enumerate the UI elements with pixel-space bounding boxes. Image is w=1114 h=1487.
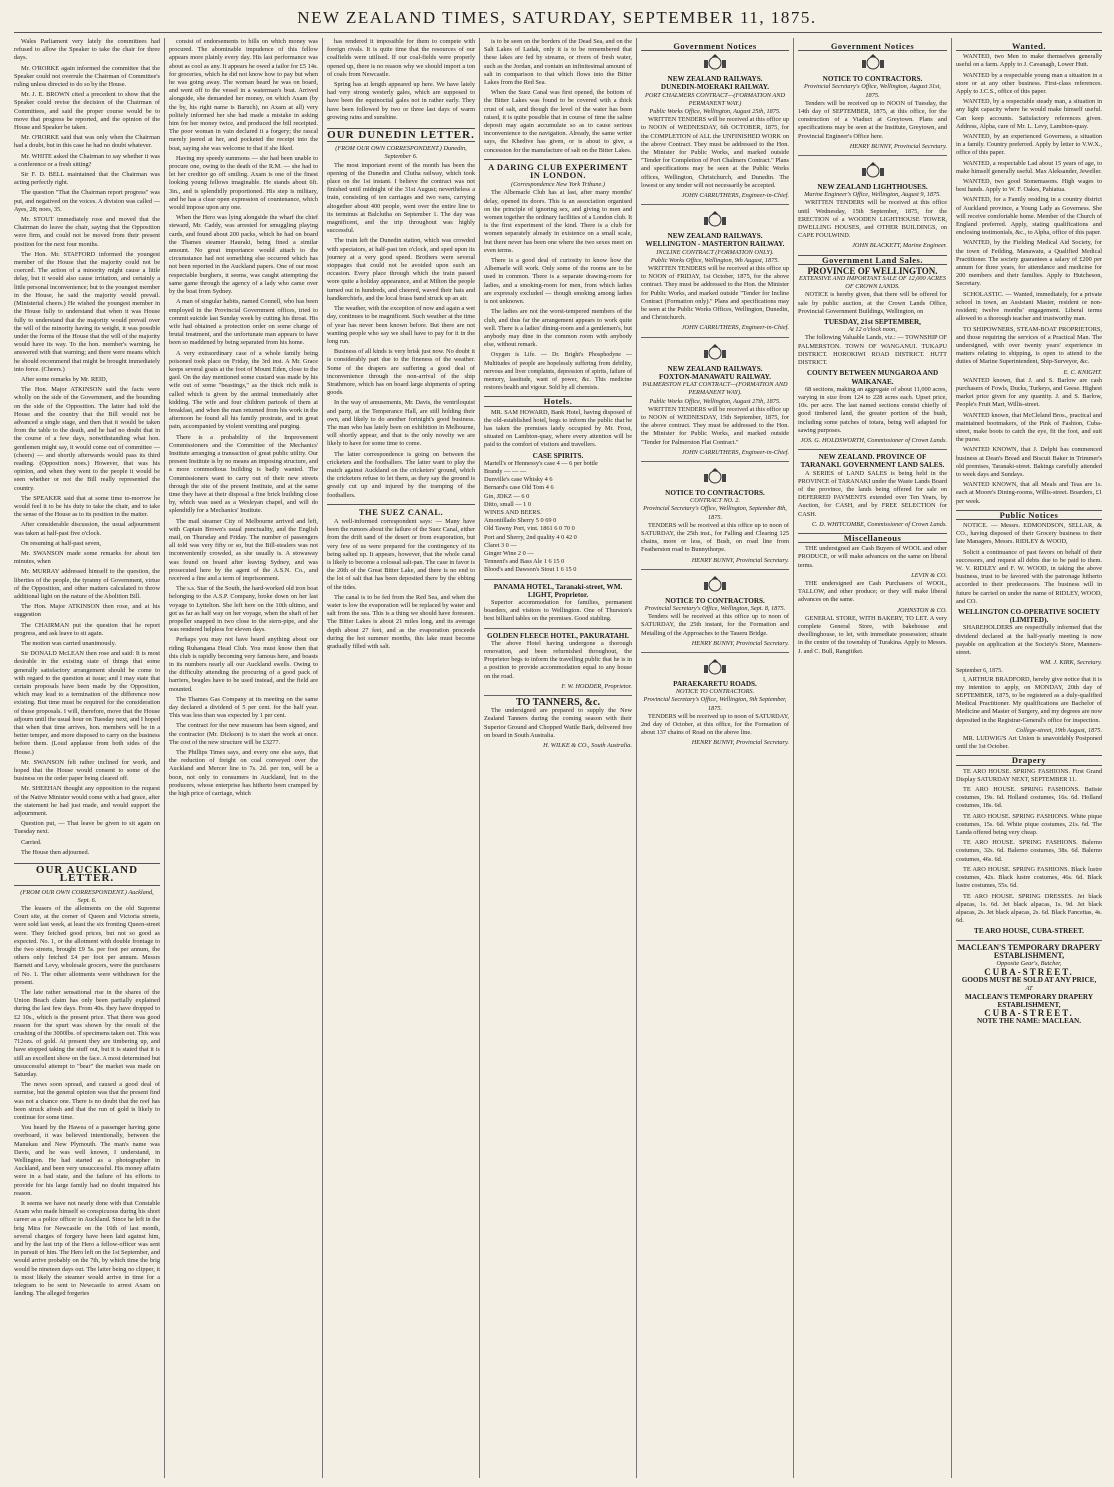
article-paragraph: Perhaps you may not have heard anything about our riding Ruhangana Head Club. You must know then that this club is rapidly becoming very famous here, and boasts in its numbers nearly all our Auckland swells. Owing to the difficulty attending the procuring of a good pack of harriers, beagles have to be used instead, and the field are mounted. [169,636,318,693]
classified-ad: WANTED, two Men to make themselves generally useful on a farm. Apply to J. Cavanagh, Lower Hutt. [956,53,1102,69]
price-row: WINES AND BEERS. [484,508,542,516]
notice-heading: NOTICE TO CONTRACTORS. [665,596,765,605]
column-divider [636,38,637,1478]
notice-place: Provincial Secretary's Office, Wellington, September 8th, 1875. [643,505,787,521]
ad-street: CUBA-STREET. [984,1008,1074,1019]
classified-ad: WANTED, for a Family residing in a country district of Auckland province, a Young Lady as Governess. She will receive comfortable home. Member of the Church of England preferred. Apply, stating qualifications and enclosing testimonials, &c., to Alpha, office of this paper. [956,196,1102,237]
drapery-ad: TE ARO HOUSE. SPRING FASHIONS. Batiste costumes, 19s. 6d. Holland costumes, 16s. 6d. Holland costumes, 18s. 6d. [956,786,1102,810]
signature: HENRY BUNNY, Provincial Secretary. [691,739,789,747]
crest-icon [641,576,789,594]
article-paragraph: The s.s. Star of the South, the hard-worked old iron boat belonging to the A.S.P. Company, broke down on her last voyage to Lyttelton. She left here on the 10th ultimo, and got as far as half way on her voyage, when the shaft of her propeller snapped in two close to the stern-pipe, and she was rendered helpless for eleven days. [169,585,318,634]
article-paragraph: Spring has at length appeared up here. We have lately had very strong westerly gales, which are supposed to have been the equinoctial gales not in rather early. They have been followed by two or three last days of warm growing rains and sunshine. [327,81,475,121]
column-suez-hotels [484,38,632,1478]
article-paragraph: The leasers of the allotments on the old Supreme Court site, at the corner of Queen and Victoria streets, were sold last week, at least the six fronting Queen-street were. They fetched good prices, but not so good as expected. No. 1, or the allotment with double frontage to the two streets, brought £9 5s. per foot per annum, the others only fetched £4 per foot per annum. Messrs Barnett and Levy, wholesale grocers, were the purchasers of No. 1. The other allotments were withdrawn for the present. [14,904,160,986]
price-row: Brandy — — — [484,467,527,475]
price-row: Amontillado Sherry 5 0 69 0 [484,517,557,525]
ad-body: GOODS MUST BE SOLD AT ANY PRICE, [961,976,1097,985]
article-paragraph: Sir F. D. BELL maintained that the Chairman was acting perfectly right. [14,171,160,187]
dateline: (FROM OUR OWN CORRESPONDENT.) Auckland, Sept. 6. [20,888,154,904]
notice-body: TENDERS will be received up to noon of SATURDAY, 2nd day of October, at this office, for the Formation of about 137 chains of Road on the above line. [641,712,789,737]
article-paragraph: Mr. SHEEHAN thought any opposition to the request of the Native Minister would come with a bad grace, after the statement he had just made, and would support the adjournment. [14,785,160,818]
article-paragraph: The Hon. Mr. STAFFORD informed the youngest member of the House that the majority could not be coerced. The action of a minority might cause a little delay, but it would also cause irritation, and certainly a little personal inconvenience; but to the youngest member in the House, he said the majority would prevail. (Ministerial cheers.) He wished the youngest member in the House fully to understand that when it was House fully to understand that the majority would prevail over the will of the minority having its weight, it was possible under the forms of the House that the will of the majority would have its way. To the hon. member's warning, he answered with that warning; and there were means which he should recommend that might be brought immediately into force. (Cheers.) [14,250,160,373]
notice-body: A SERIES of LAND SALES is being held in the PROVINCE of TARANAKI under the Waste Lands Board of the province, the lands being offered for sale on DEFERRED PAYMENTS extended over Ten Years, by Auction, for CASH, and by FREE SELECTION for CASH. [798,469,947,518]
signature: HENRY BUNNY, Provincial Secretary. [849,142,947,150]
article-paragraph: The Albemarle Club has at last, after many months' delay, opened its doors. This is an association organised on the principle of ignoring sex, and giving to men and women together the ordinary facilities of a London club. It is the first experiment of the kind. There is a club for women separately already in existence on a small scale, but there never has been one where the two sexes meet on even terms. [484,189,632,254]
notice-heading: NEW ZEALAND RAILWAYS. [667,364,763,373]
notice-place: Public Works Office, Wellington, 9th August, 1875. [650,256,780,264]
dateline: (Correspondence New York Tribune.) [511,181,605,189]
article-paragraph: Question put, — That leave be given to sit again on Tuesday next. [14,820,160,836]
drapery-ad: TE ARO HOUSE. SPRING FASHIONS. First Grand Display SATURDAY NEXT, SEPTEMBER 11. [956,767,1102,783]
signature: WM. J. KIRK, Secretary. [1039,659,1102,667]
column-auckland-cont [169,38,318,1478]
notice-subheading: CONTRACT NO. 2. [690,497,740,505]
hotel-ad: Superior accommodation for families, permanent boarders, and visitors to Wellington. One of Thurston's best billiard tables on the premises. Good stabling. [484,599,632,623]
drapery-ad: TE ARO HOUSE. SPRING DRESSES. Jet black alpacas, 1s. 6d. Jet black alpacas, 1s. 9d. Jet black alpacas, 2s. Jet black alpacas, 2s. 6d. Black Fancettas, 4s. 6d. [956,892,1102,925]
drapery-ad: TE ARO HOUSE. SPRING FASHIONS. Black lustre costumes, 42s. Black lustre costumes, 46s. 6d. Black lustre costumes, 55s. 6d. [956,865,1102,890]
price-row: Ditto, small — 1 0 [484,500,532,508]
signature: E. C. KNIGHT. [1063,368,1102,376]
article-paragraph: The canal is to be fed from the Red Sea, and when the water is low the evaporation will be replaced by water and salt from the sea. This is a thing we should have foreseen. The Bitter Lakes is about 21 miles long, and its average depth about 27 feet, and as the evaporation proceeds during the hot summer months, this lake must become gradually filled with salt. [327,593,475,651]
notice-subheading: DUNEDIN-MOERAKI RAILWAY. [660,83,770,92]
crest-icon [641,54,789,72]
article-paragraph: Mr. MURRAY addressed himself to the question, the liberties of the people, the tyranny of Government, virtue of the Opposition, and other matters calculated to throw additional light on the nature of the Abolition Bill. [14,568,160,600]
notice-heading: PROVINCE OF WELLINGTON. [807,265,938,276]
crest-icon [641,344,789,362]
hotel-ad: MR. SAM HOWARD, Bank Hotel, having disposed of the old-established hotel, begs to inform the public that he has taken the premises lately occupied by Mr. Frost, situated on Lambton-quay, where every attention will be paid to the comfort of visitors and travellers. [484,408,632,449]
price-row: Gin, JDKZ — 6 0 [484,492,530,500]
ad-body: AT [1025,984,1033,992]
section-heading: Government Land Sales. [798,255,947,265]
classified-ad: WANTED, by a respectable steady man, a situation in any light capacity where he would make himself useful. Can keep accounts. Satisfactory references given. Address, Alpha, care of Mr. L. Levy, Lambton-quay. [956,98,1102,130]
classified-ad: WANTED KNOWN, that all Meals and Teas are 1s. each at Moore's Dining-rooms, Willis-street. Boarders, £1 per week. [956,481,1102,505]
section-heading: Hotels. [484,396,632,406]
price-row: Claret 3 0 — [484,541,517,549]
article-paragraph: The ladies are not the worst-tempered members of the club, and thus far the arrangement appears to work quite well. There is a ladies' dining-room and a gentlemen's, but anybody may dine in the common room with anybody else, without remark. [484,308,632,349]
notice-body: TENDERS will be received at this office up to noon of SATURDAY, the 25th inst., for Falling and Clearing 125 chains, more or less, of Bush, on road line from Featherston road to Bunnythorpe. [641,521,789,554]
classified-ad: WANTED, two good Stonemasons. High wages to best hands. Apply to W. F. Oakes, Pahiatua. [956,178,1102,194]
notice-place: Public Works Office, Wellington, August 27th, 1875. [649,397,781,405]
article-paragraph: Mr. J. E. BROWN cited a precedent to show that the Speaker could revise the decision of the Chairman of Committees, and said the proper course would be to move that progress be reported, and the opinion of the House and Speaker be taken. [14,91,160,132]
price-row: Ginger Wine 2 0 — [484,549,534,557]
price-list-heading: CASE SPIRITS. [532,451,584,460]
price-row: Old Tawny Port, vint. 1861 6 0 70 0 [484,525,575,533]
price-list [484,460,632,575]
price-row: Tennent's and Bass Ale 1 6 15 0 [484,558,565,566]
signature: JOHN CARRUTHERS, Engineer-in-Chief. [681,448,789,456]
sale-time: At 12 o'clock noon, [848,326,897,334]
article-paragraph: Mr. SWANSON felt rather inclined for work, and hoped that the House would consent to some of the business on the order paper being cleared off. [14,758,160,783]
article-paragraph: The news soon spread, and caused a good deal of surmise, but the general opinion was that the present find was not a chance one. There is no doubt that the reef has been struck afresh and that the run of gold is likely to continue for some time. [14,1081,160,1121]
article-paragraph: The question "That the Chairman report progress" was put, and negatived on the voices. A division was called — Ayes, 28; noes, 35. [14,189,160,213]
classified-ad: WANTED KNOWN, that J. Delphi has commenced business at Dean's Bread and Biscuit Baker in Trimmer's old premises, Taranaki-street. Bakings carefully attended to week days and Sundays. [956,446,1102,478]
classified-ad: WANTED by a respectable young man a situation in a store or at any other business. First-class references. Apply to J.C.S., office of this paper. [956,71,1102,96]
notice-heading: NEW ZEALAND RAILWAYS. [667,75,763,84]
article-paragraph: It seems we have not nearly done with that Constable Axam who made himself so conspicuous during his short career as a police officer in Auckland. Since he left in the brig Mira for Newcastle on the 16th of last month, several charges of forgery have been laid against him, and by the last trip of the Hero a fellow-officer was sent in pursuit of him. The Hero left on the 1st September, and would arrive probably on the 7th, by which time the brig would be nineteen days out. The latter being no clipper, it is most likely the steamer would arrive in time for a telegram to be sent to Newcastle to arrest Axam on landing. The alleged forgeries [14,1200,160,1298]
notice-body: The following Valuable Lands, viz.: — TOWNSHIP OF PALMERSTON. TOWN OF WANGANUI. TUKAPU DISTRICT. HOROKIWI ROAD DISTRICT. HUTT DISTRICT. [798,334,947,367]
notice-body: WRITTEN TENDERS will be received at this office up to NOON of WEDNESDAY, 6th OCTOBER, 1875, for the COMPLETION of ALL the UNFINISHED WORK on the above Contract. They must be addressed to the Hon. the Minister for Public Works, and marked outside "Tender for Completion of Port Chalmers Contract." Plans and specifications may be seen at the Public Works offices, Wellington, Christchurch, and Dunedin. The lowest or any tender will not necessarily be accepted. [641,116,789,189]
signature: F. W. HODDER, Proprietor. [561,682,632,690]
classified-ad: WANTED, by an experienced Governess, a situation in a family. Country preferred. Apply by letter to V.W.X., office of this paper. [956,133,1102,157]
signature: C. D. WHITCOMBE, Commissioner of Crown Lands. [811,520,947,528]
article-paragraph: The late rather sensational rise in the shares of the Union Beach claim has only been partially explained during the last few days. From 40s. they have dropped to £2 10s., which is the present price. That there was good reason for the spurt was shown by the result of the crushing of the 3000lbs. of specimens taken out. This was 712ozs. of gold. At present they are timbering up, and have stopped taking the stuff out, but it is stated that it is still an excellent show on the face. A most determined but unsuccessful attempt to "bear" the market was made on Saturday. [14,988,160,1078]
notice-heading: NOTICE TO CONTRACTORS. [665,488,765,497]
ad-heading: TO TANNERS, &c. [516,697,600,709]
article-paragraph: Having my speedy summons — she had been unable to procure one, owing to the death of the R.M. — she had to let her creditor go off smiling. Axam is one of the finest looking young fellows imaginable. He stands about 6ft. 3in., and is splendidly proportioned. His step is military, and he has a clear open expression of countenance, which would impose upon any one. [169,154,318,212]
section-heading: A DARING CLUB EXPERIMENT IN LONDON. [484,159,632,179]
notice-place: Marine Engineer's Office, Wellington, August 9, 1875. [804,191,941,199]
notice-body: WRITTEN TENDERS will be received at this office up to NOON of WEDNESDAY, 15th September, 1875, for the above contract. They must be addressed to the Hon. the Minister for Public Works, and marked outside "Tender for Palmerston Flat Contract." [641,405,789,446]
article-paragraph: There is a probability of the Improvement Commissioners and the Committee of the Mechanics' Institute arranging a transaction of great public utility. Our present Institute is by no means an imposing structure, and a more commodious building is badly wanted. The Commissioners want to carry out of their new streets through the site of the present Institute, and at the same time they have at their disposal a fine brick building close by, which was used as a Wesleyan chapel, and will do splendidly for a Mechanics' Institute. [169,433,318,515]
article-paragraph: Wales Parliament very lately the committees had refused to allow the Speaker to take the chair for three days. [14,38,160,62]
price-row: Bernard's case Old Tom 4 6 [484,484,554,492]
drapery-ad: TE ARO HOUSE. SPRING FASHIONS. Balerno costumes, 32s. 6d. Balerno costumes, 38s. 6d. Balerno costumes, 46s. 6d. [956,839,1102,863]
notice-body: NOTICE is hereby given, that there will be offered for sale by public auction, at the Crown Lands Office, Provincial Government Buildings, Wellington, on [798,291,947,315]
masthead: NEW ZEALAND TIMES, SATURDAY, SEPTEMBER 11, 1875. [297,8,817,27]
notice-place: Provincial Secretary's Office, Wellington, August 31st, 1875. [804,83,941,99]
classified-ad: SCHOLASTIC. — Wanted, immediately, for a private school in town, an Assistant Master, resident or non-resident; twelve months' engagement. Liberal terms allowed to a thorough teacher and trustworthy man. [956,290,1102,323]
section-heading: Public Notices [956,510,1102,520]
notice-body: 68 sections, making an aggregate of about 11,000 acres, varying in size from 124 to 228 acres each. Upset price, 10s. per acre. The last named sections consist chiefly of good timbered land, the greater portion of the bush, including some patches of totara, being well adapted for sawing purposes. [798,385,947,434]
section-heading: OUR DUNEDIN LETTER. [327,129,475,142]
notice-subheading: PORT CHALMERS CONTRACT—(FORMATION AND PERMANENT WAY.) [645,91,785,107]
ad-street: CUBA-STREET. [984,967,1074,978]
public-notice: SHAREHOLDERS are respectfully informed that the dividend declared at the half-yearly meeting is now payable on application at the Society's Store, Manners-street. [956,624,1102,657]
notice-heading: NEW ZEALAND RAILWAYS. [667,232,763,241]
signature: JOS. G. HOLDSWORTH, Commissioner of Crown Lands. [800,436,947,444]
article-paragraph: The latter correspondence is going on between the cricketers and the footballers. The latter want to play the match against Auckland on the cricketers' ground, which the cricketers refuse to let them, as they say the ground is greatly cut up and injured by the tramping of the footballers. [327,450,475,499]
classified-ad: TO SHIPOWNERS, STEAM-BOAT PROPRIETORS, and those requiring the services of a Practical Man. The undersigned, with over twenty years' experience in matters relating to shipping, is open to attend to the duties of Marine Superintendent, Ship-Surveyor, &c. [956,325,1102,366]
column-government-notices [641,38,789,1478]
article-paragraph: There is a good deal of curiosity to know how the Albemarle will work. Only some of the rooms are to be used in common. There is a separate drawing-room for ladies, and a smoking-room for men, from which ladies are expressly excluded — though smoking among ladies is not unknown. [484,257,632,306]
notice-body: WRITTEN TENDERS will be received at this office up to NOON of FRIDAY, 1st October, 1875, for the above contract. They must be addressed to the Hon. the Minister for Public Works, and marked outside "Tender for Incline Contract (Formation only)." Plans and specifications may be seen at the Public Works Offices, Wellington, Dunedin, and Christchurch. [641,265,789,322]
hotel-ad: The above Hotel having undergone a thorough renovation, and been refurnished throughout, the Proprietor begs to inform the travelling public that he is in a position to provide accommodation equal to any house on the road. [484,639,632,680]
article-paragraph: The contract for the new museum has been signed, and the contractor (Mr. Dickson) is to start the work at once. The cost of the new structure will be £3277. [169,722,318,746]
section-heading: Government Notices [798,42,947,51]
price-row: Dunville's case Whisky 4 6 [484,476,553,484]
column-divider [793,38,794,1478]
article-paragraph: Mr. O'RORKE again informed the committee that the Speaker could not overrule the Chairman of Committee's ruling unless directed to do so by the House. [14,64,160,89]
advertisement-text: THE undersigned are Cash Buyers of WOOL and other PRODUCE, or will make advances on the same on liberal terms. [798,545,947,569]
notice-subheading: INCLINE CONTRACT (FORMATION ONLY). [656,248,774,256]
hotel-ad-heading: PANAMA HOTEL, Taranaki-street, WM. LIGHT, Proprietor. [493,582,623,599]
article-paragraph: After some remarks by Mr. REID, [21,375,108,383]
public-notice: NOTICE. — Messrs. EDMONDSON, SELLAR, & CO., having disposed of their Grocery business to their late Managers, Messrs. RIDLEY & WOOD, [956,521,1102,546]
notice-place: Provincial Secretary's Office, Wellington, 9th September, 1875. [643,696,787,712]
article-paragraph: The Thames Gas Company at its meeting on the same day declared a dividend of 5 per cent. for the half year. This was less than was expected by 1 per cent. [169,695,318,720]
column-divider [951,38,952,1478]
classified-ad: WANTED, by the Fielding Medical Aid Society, for the town of Feilding, Manawatu, a Qualified Medical Practitioner. The society guarantees a salary of £200 per annum for three years, for attendance and medicine for 200 members and their families. Apply to Hutcheson, Secretary. [956,239,1102,288]
article-paragraph: When the Hero was lying alongside the wharf the chief steward, Mr. Caddy, was arrested for smuggling playing cards, and found about 200 packs, which he had on board the Thames steamer Hauraki, being fined a similar amount. No great importance would attach to the circumstance had not something else occurred which has not been reported in the Auckland papers. One of our most respectable burghers, it seems, was caught attempting the same game through the agency of a lady who came over by the boat from Sydney. [169,214,318,296]
advertisement-text: Oxygen is Life. — Dr. Bright's Phosphodyne — Multitudes of people are hopelessly suffering from debility, nervous and liver complaints, depression of spirits, failure of memory, lassitude, want of power, &c. This medicine restores health and vigour. Sold by all chemists. [484,352,632,392]
notice-body: Tenders will be received up to NOON of Tuesday, the 14th day of SEPTEMBER, 1875, at this office, for the construction of a Viaduct at Greytown. Plans and specifications may be seen at the Institute, Greytown, and Provincial Engineer's Office here. [798,99,947,140]
drapery-ad-footer: TE ARO HOUSE, CUBA-STREET. [974,927,1084,936]
article-paragraph: After considerable discussion, the usual adjournment was taken at half-past five o'clock. [14,521,160,537]
header-rule [14,32,1102,33]
column-land-sales [798,38,947,1478]
notice-subheading: COUNTY BETWEEN MUNGAROA AND WAIKANAE. [806,369,939,386]
article-paragraph: The Hon. Major ATKINSON said the facts were wholly on the side of the Government, and the bounding on the side of the Opposition. The latter had told the House and the country that the Bill would not be advanced a single stage, and then that it would be taken from the table to the death, and he had no doubt that in the course of a few days, notwithstanding what hon. gentlemen might say, it would come out of committee — (cheers) — and shortly afterwards would pass its third reading. (Opposition noes.) However, that was his opinion, and when they went to the people it would be seen whether or not the Bill really represented the country. [14,386,160,492]
crest-icon [641,211,789,229]
classified-ad: WANTED known, that J. and S. Barlow are cash purchasers of Fowls, Ducks, Turkeys, and Geese. Highest market price given for any quantity. J. and S. Barlow, People's Fruit Mart, Willis-street. [956,376,1102,409]
price-row: Martell's or Hennessy's case 4 — 6 per bottle [484,459,598,467]
column-divider [322,38,323,1478]
advertisement-text: GENERAL STORE, WITH BAKERY, TO LET. A very complete General Store, with bakehouse and dwellinghouse, to let, with immediate possession; situate in the centre of the township of Turakina. Apply to Messrs. J. and C. Bull, Rangitikei. [798,614,947,655]
signature: HENRY BUNNY, Provincial Secretary. [691,556,789,564]
article-paragraph: In the way of amusements, Mr. Davis, the ventriloquist and party, at the Temperance Hall, are still holding their own, and likely to do another fortnight's good business. The man who has lately been on exhibition in Melbourne, will shortly appear, and that is the only novelty we are likely to have for some time to come. [327,399,475,448]
price-row: Port and Sherry, 2nd quality 4 0 42 0 [484,533,577,541]
price-row: Blood's and Dawson's Stout 1 6 15 0 [484,566,577,574]
ad-body: MACLEAN'S TEMPORARY DRAPERY ESTABLISHMENT, [964,992,1094,1009]
notice-subheading: WELLINGTON - MASTERTON RAILWAY. [645,240,785,249]
article-paragraph: The House then adjourned. [21,848,90,856]
notice-subheading: EXTENSIVE AND IMPORTANT SALE OF 12,000 ACRES OF CROWN LANDS. [799,275,946,291]
notice-heading: WELLINGTON CO-OPERATIVE SOCIETY (LIMITED). [958,608,1100,625]
hotel-ad-heading: GOLDEN FLEECE HOTEL, PAKURATAHI. [487,631,629,640]
section-heading: Wanted. [956,42,1102,51]
notice-body: WRITTEN TENDERS will be received at this office until Wednesday, 15th September, 1875, for the ERECTION of a WOODEN LIGHTHOUSE TOWER, DWELLING HOUSES, and OTHER BUILDINGS, on CAPE FOULWIND. [798,199,947,240]
article-paragraph: The motion was carried unanimously. [21,640,116,648]
article-paragraph: On resuming at half-past seven, [21,539,101,547]
advertisement-text: THE undersigned are Cash Purchasers of WOOL, TALLOW, and other produce; or they will make liberal advances on the same. [798,579,947,604]
signature: HENRY BUNNY, Provincial Secretary. [691,639,789,647]
signature: LEVIN & CO. [911,571,947,579]
signature: College-street, 19th August, 1875. [1015,726,1102,734]
signature: JOHNSTON & CO. [897,606,947,614]
article-paragraph: When the Suez Canal was first opened, the bottom of the Bitter Lakes was found to be covered with a thick crust of salt, and though the level of the water has been raised, it is quite possible that in course of time the saline deposit may again accumulate so as to cause serious inconvenience to the navigation. Already, the same writer says, the Khedive has given, or is about to give, a concession for the manufacture of salt on the Bitter Lakes. [484,89,632,154]
ad-footer: NOTE THE NAME: MACLEAN. [976,1017,1082,1026]
article-paragraph: A man of singular habits, named Connell, who has been employed in the Provincial Government offices, tried to commit suicide last Sunday week by cutting his throat. His wife had obtained a protection order on some charge of brutal treatment, and the unfortunate man appears to have been so maddened by being separated from his home. [169,298,318,347]
ad-heading: MACLEAN'S TEMPORARY DRAPERY ESTABLISHMENT, [957,942,1101,960]
article-paragraph: Mr. WHITE asked the Chairman to say whether it was a conference or a fresh sitting? [14,152,160,168]
public-notice: I, ARTHUR BRADFORD, hereby give notice that it is my intention to apply, on MONDAY, 20th day of SEPTEMBER, 1875, to be registered as a duly-qualified Medical Practitioner. My qualifications are Bachelor of Medicine and Master of Surgery, and my degrees are now deposited in the Registrar-General's office for inspection. [956,675,1102,724]
notice-place: Public Works Office, Wellington, August 25th, 1875. [649,108,781,116]
crest-icon [798,162,947,180]
column-classifieds [956,38,1102,1478]
article-paragraph: Sir DONALD McLEAN then rose and said: It is most desirable in the existing state of things that some generally satisfactory arrangement should be come to with regard to the question at issue; and I may state that certain proposals have been made by the Opposition, which may lead to a termination of the difference now existing. But time must be required for the consideration of those proposals. I will, therefore, move that the House adjourn until the usual hour on Tuesday next, and I hoped that when that time arrives, hon. members will be in a better temper, and more disposed to carry on the business before them. (Loud applause from both sides of the House.) [14,650,160,756]
notice-heading: NEW ZEALAND. PROVINCE OF TARANAKI. GOVERNMENT LAND SALES. [800,453,945,470]
signature: JOHN CARRUTHERS, Engineer-in-Chief. [681,192,789,200]
section-heading: Drapery [956,755,1102,765]
section-heading: OUR AUCKLAND LETTER. [14,863,160,885]
crest-icon [641,468,789,486]
article-paragraph: The SPEAKER said that at some time to-morrow he would feel it to be his duty to take the chair, and to take the sense of the House as to its position in the matter. [14,494,160,519]
article-paragraph: The CHAIRMAN put the question that he report progress, and ask leave to sit again. [14,621,160,637]
article-paragraph: has rendered it impossible for them to compete with foreign rivals. It is quite time that the resources of our coalfields were utilised. If our coal-fields were properly opened up, there is no reason why we should import a ton of coals from Newcastle. [327,38,475,78]
article-paragraph: Carried. [21,838,42,846]
advertisement-text: The undersigned are prepared to supply the New Zealand Tanners during the coming season with their Superior Ground and Chopped Wattle Bark, delivered free on board in South Australia. [484,707,632,739]
column-dunedin [327,38,475,1478]
signature: H. WILKE & CO., South Australia. [543,742,632,750]
article-paragraph: You heard by the Hawea of a passenger having gone overboard, it was believed intentionally, between the Manukau and New Plymouth. The man's name was Davis, and he was well known, I understand, in Wellington. He had started as a photographer in Auckland, and been very unsuccessful. His money affairs were in a bad state, and the failure of his efforts to provide for his large family had no doubt impaired his reason. [14,1124,160,1197]
notice-subheading: NOTICE TO CONTRACTORS. [675,688,755,696]
notice-heading: NOTICE TO CONTRACTORS. [822,75,923,84]
article-paragraph: is to be seen on the borders of the Dead Sea, and on the Salt Lakes of Ladak, only it is to be remembered that these lakes are fed by streams, or rivers of fresh water, such as the Jordan, and contain an infinitesimal amount of salt in comparison to that which flows into the Bitter Lakes from the Red Sea. [484,38,632,87]
article-paragraph: A very extraordinary case of a whole family being poisoned took place on Friday, the 3rd inst. A Mr. Grace keeps several goats at the foot of Mount Eden, close to the gaol. On the day mentioned some custard was made by his wife out of some "beastings," as the thick rich milk is called which is given by the animal immediately after kidding. The wife and four children partook of them at breakfast, and when the man returned from his work in the afternoon he found all his family prostrate, and in great pain, accompanied by violent vomiting and purging. [169,349,318,431]
article-paragraph: Mr. SWANSON made some remarks for about ten minutes, when [14,549,160,566]
article-paragraph: The Hon. Major ATKINSON then rose, and at his suggestion [14,603,160,619]
article-paragraph: The most important event of the month has been the opening of the Dunedin and Clutha railway, which took place on the 1st instant. I believe the contract was not finished until midnight of the 31st August; nevertheless a train, consisting of ten carriages and two vans, carrying altogether about 400 people, went over the entire line to its terminus at Balclutha on September 1. The day was magnificent, and the trip throughout was highly successful. [327,161,475,235]
crest-icon [641,659,789,677]
article-paragraph: The Phillips Times says, and every one else says, that the reduction of freight on coal conveyed over the Auckland and Mercer line to 7s. 2d. per ton, will be a boon, not only to consumers in Auckland, but to the producers, whose enterprise has hitherto been cramped by the high price of carriage, which [169,749,318,798]
notice-body: Tenders will be received at this office up to noon of SATURDAY, the 25th instant, for the Formation and Metalling of the Approaches to the Taueru Bridge. [641,613,789,637]
crest-icon [798,54,947,72]
signature: JOHN CARRUTHERS, Engineer-in-Chief. [681,324,789,332]
article-paragraph: Business of all kinds is very brisk just now. No doubt it is considerably part due to the fineness of the weather. Some of the drapers are suffering a good deal of inconvenience through the non-arrival of the ship Strathmore, which has on board large shipments of spring goods. [327,348,475,397]
notice-place: Provincial Secretary's Office, Wellington, Sept. 8, 1875. [644,604,786,612]
public-notice: MR. LUDWIG'S Art Union is unavoidably Postponed until the 1st October. [956,735,1102,751]
article-paragraph: The mail steamer City of Melbourne arrived and left, with Captain Brown's usual punctuality, and the English mail, on Thursday and Friday. The number of passengers all told was very fifty or so, but the Bill-stealers was not inconveniently crowded, as she usually is. A stowaway was found on board after leaving Sydney, and was prosecuted here by the agent of the A.S.N. Co., and received a fine and a term of imprisonment. [169,517,318,582]
article-paragraph: Mr. O'RORKE said that was only when the Chairman had a doubt, but in this case he had no doubt whatever. [14,134,160,150]
article-paragraph: consist of endorsements to bills on which money was procured. The abominable impudence of this fellow appears more plainly every day. His last performance was about as cool as any. It appears he owed a tailor for £5 14s. for groceries, which he did not know how to pay but when he was going away. The woman heard he was on board, and went off to the vessel in a waterman's boat. Arrived alongside, she demanded her money, on which Axam (by the by, his right name is Baruch), no Axam at all) very politely informed her she had made a mistake in asking him for her money twice, and produced the bill receipted. The poor woman in vain declared it a forgery; the rascal merely jeered at her, and pocketed the receipt into the boat, saying she was welcome to that if she liked. [169,38,318,152]
public-notice: Solicit a continuance of past favors on behalf of their successors, and request all debts due to be paid to them. W. V. RIDLEY and F. W. WOOD, in taking the above business, trust to be favored with the patronage hitherto accorded to their predecessors. The business will in future be carried on under the name of RIDLEY, WOOD, and CO. [956,548,1102,605]
section-heading: Miscellaneous [798,533,947,543]
classified-ad: WANTED, a respectable Lad about 15 years of age, to make himself generally useful. Max Aleksander, Jeweller. [956,159,1102,175]
signature: JOHN BLACKETT, Marine Engineer. [852,242,947,250]
drapery-ad: TE ARO HOUSE. SPRING FASHIONS. White pique costumes, 15s. 6d. White pique costumes, 21s. 6d. The Landa offered being very cheap. [956,812,1102,837]
section-heading: THE SUEZ CANAL. [327,504,475,516]
column-divider [164,38,165,1478]
classified-ad: WANTED known, that McCleland Bros., practical and maintained bootmakers, of the Pink of Fashion, Cuba-street, make boots to catch the eye, fit the foot, and suit the purse. [956,411,1102,444]
notice-heading: PARAEKARETU ROADS. [673,679,757,688]
notice-subheading: PALMERSTON FLAT CONTRACT—(FORMATION AND PERMANENT WAY). [642,381,788,397]
sale-date: TUESDAY, 21st SEPTEMBER, [824,318,921,327]
section-heading: Government Notices [641,42,789,51]
notice-heading: NEW ZEALAND LIGHTHOUSES. [817,183,928,192]
notice-subheading: FOXTON-MANAWATU RAILWAY. [659,372,771,381]
dateline: (FROM OUR OWN CORRESPONDENT.) Dunedin, September 6. [335,145,467,161]
notice-date: September 6, 1875. [956,668,1003,675]
column-parliament [14,38,160,1478]
article-paragraph: The train left the Dunedin station, which was crowded with spectators, at half-past ten o'clock, and sped upon its journey at a very good speed. Brothers were several stoppages that could not be avoided upon such an occasion. Every place through which the train passed wore quite a holiday appearance, and at Milton the people turned out in hundreds, and cheered, waved their hats and handkerchiefs, and the local brass band struck up an air. [327,237,475,302]
article-paragraph: Mr. STOUT immediately rose and moved that the Chairman do leave the chair, saying that the Opposition were firm, and could not be moved from their present position for the next four months. [14,216,160,248]
article-paragraph: A well-informed correspondent says: — Many have been the rumors about the failure of the Suez Canal, either from the drift sand of the desert or from evaporation, but very few of us were prepared for the contingency of its being salted up. It appears, however, that the whole canal is likely to become a colossal salt-pan. The case in favor is the 20th of the Great Bitter Lake, and there is no end to the lot of salt that has been deposited there by the ebbing of the tides. [327,517,475,591]
article-paragraph: The weather, with the exception of now and again a wet day, continues to be magnificent. Such weather at the time of year has never been known before. But there are not wanting people who say we shall have to pay for it in the long run. [327,305,475,345]
ad-subheading: Opposite Gear's, Butcher, [996,959,1062,967]
column-divider [479,38,480,1478]
